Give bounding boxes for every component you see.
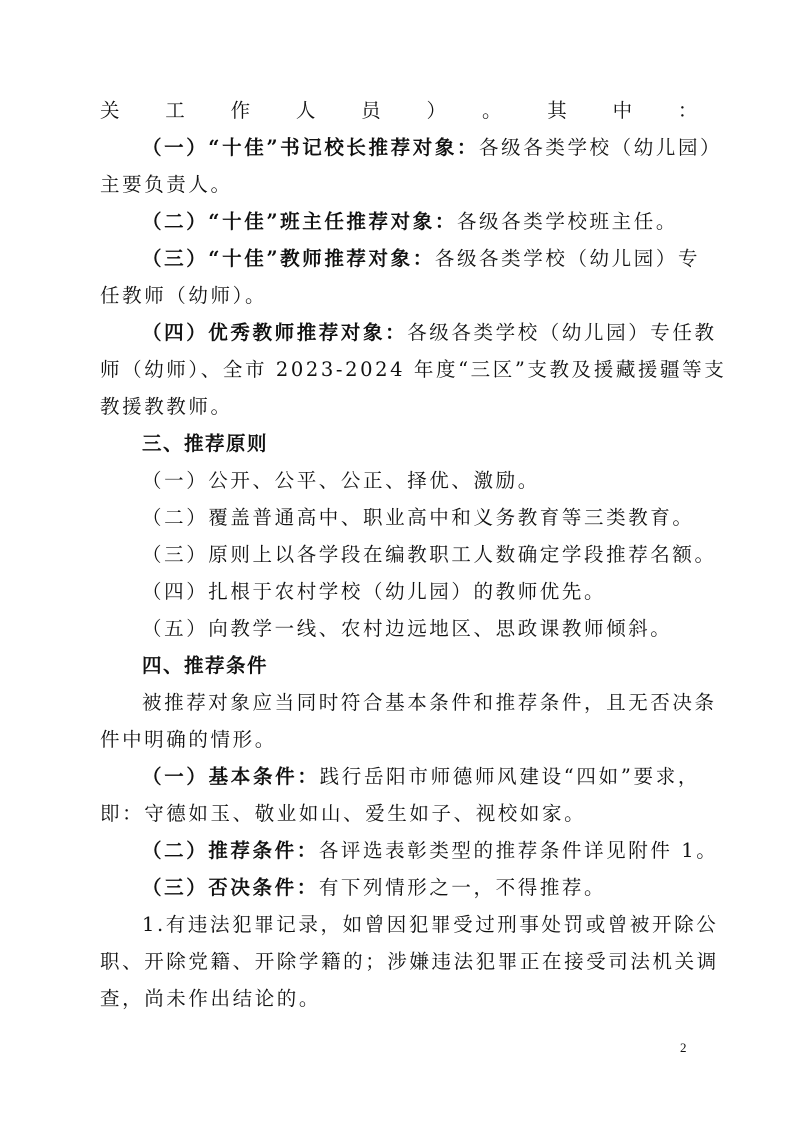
condition-text: 践行岳阳市师德师风建设“四如”要求， [319,765,700,788]
text-line: 1.有违法犯罪记录，如曾因犯罪受过刑事处罚或曾被开除公 [142,913,719,936]
principle-item: （三）原则上以各学段在编教职工人数确定学段推荐名额。 [142,543,717,566]
item-label: （四）优秀教师推荐对象： [142,321,408,344]
item-text: 各级各类学校（幼儿园）专任教 [407,321,717,344]
section-heading: 三、推荐原则 [142,432,269,455]
recommend-target-class-teacher [100,203,700,240]
text-line: 被推荐对象应当同时符合基本条件和推荐条件，且无否决条 [142,691,717,714]
item-label: （二）“十佳”班主任推荐对象： [142,210,457,233]
condition-label: （三）否决条件： [142,876,319,899]
recommend-target-excellent-teacher [100,314,717,351]
item-label: （一）“十佳”书记校长推荐对象： [142,136,480,159]
text-line: 即：守德如玉、敬业如山、爱生如子、视校如家。 [100,802,587,825]
text-line: 职、开除党籍、开除学籍的；涉嫌违法犯罪正在接受司法机关调 [100,950,719,973]
principle-item: （二）覆盖普通高中、职业高中和义务教育等三类教育。 [142,506,695,529]
condition-recommend [100,832,719,869]
condition-label: （一）基本条件： [142,765,320,788]
section-heading: 四、推荐条件 [142,654,269,677]
condition-veto [100,869,700,906]
text-line: 件中明确的情形。 [100,728,277,751]
page-number: 2 [680,1040,687,1055]
text-line: 教援教教师。 [100,395,233,418]
condition-text: 各评选表彰类型的推荐条件详见附件 1。 [318,839,719,862]
item-text: 各级各类学校（幼儿园）专 [434,247,701,270]
text-line: 任教师（幼师）。 [100,284,268,307]
text-line: 关工作人员）。其中： [100,99,700,122]
item-text: 各级各类学校班主任。 [456,210,678,233]
recommend-target-principal [100,129,723,166]
principle-item: （一）公开、公平、公正、择优、激励。 [142,469,540,492]
condition-text: 有下列情形之一，不得推荐。 [318,876,607,899]
condition-basic [100,758,700,795]
principle-item: （四）扎根于农村学校（幼儿园）的教师优先。 [142,580,607,603]
text-line: 师（幼师）、全市 2023-2024 年度“三区”支教及援藏援疆等支 [100,358,727,381]
document-body [100,92,727,1017]
condition-label: （二）推荐条件： [142,839,319,862]
text-line: 主要负责人。 [100,173,233,196]
principle-item: （五）向教学一线、农村边远地区、思政课教师倾斜。 [142,617,673,640]
recommend-target-teacher [100,240,700,277]
item-label: （三）“十佳”教师推荐对象： [142,247,435,270]
text-line: 查，尚未作出结论的。 [100,987,322,1010]
item-text: 各级各类学校（幼儿园） [479,136,723,159]
